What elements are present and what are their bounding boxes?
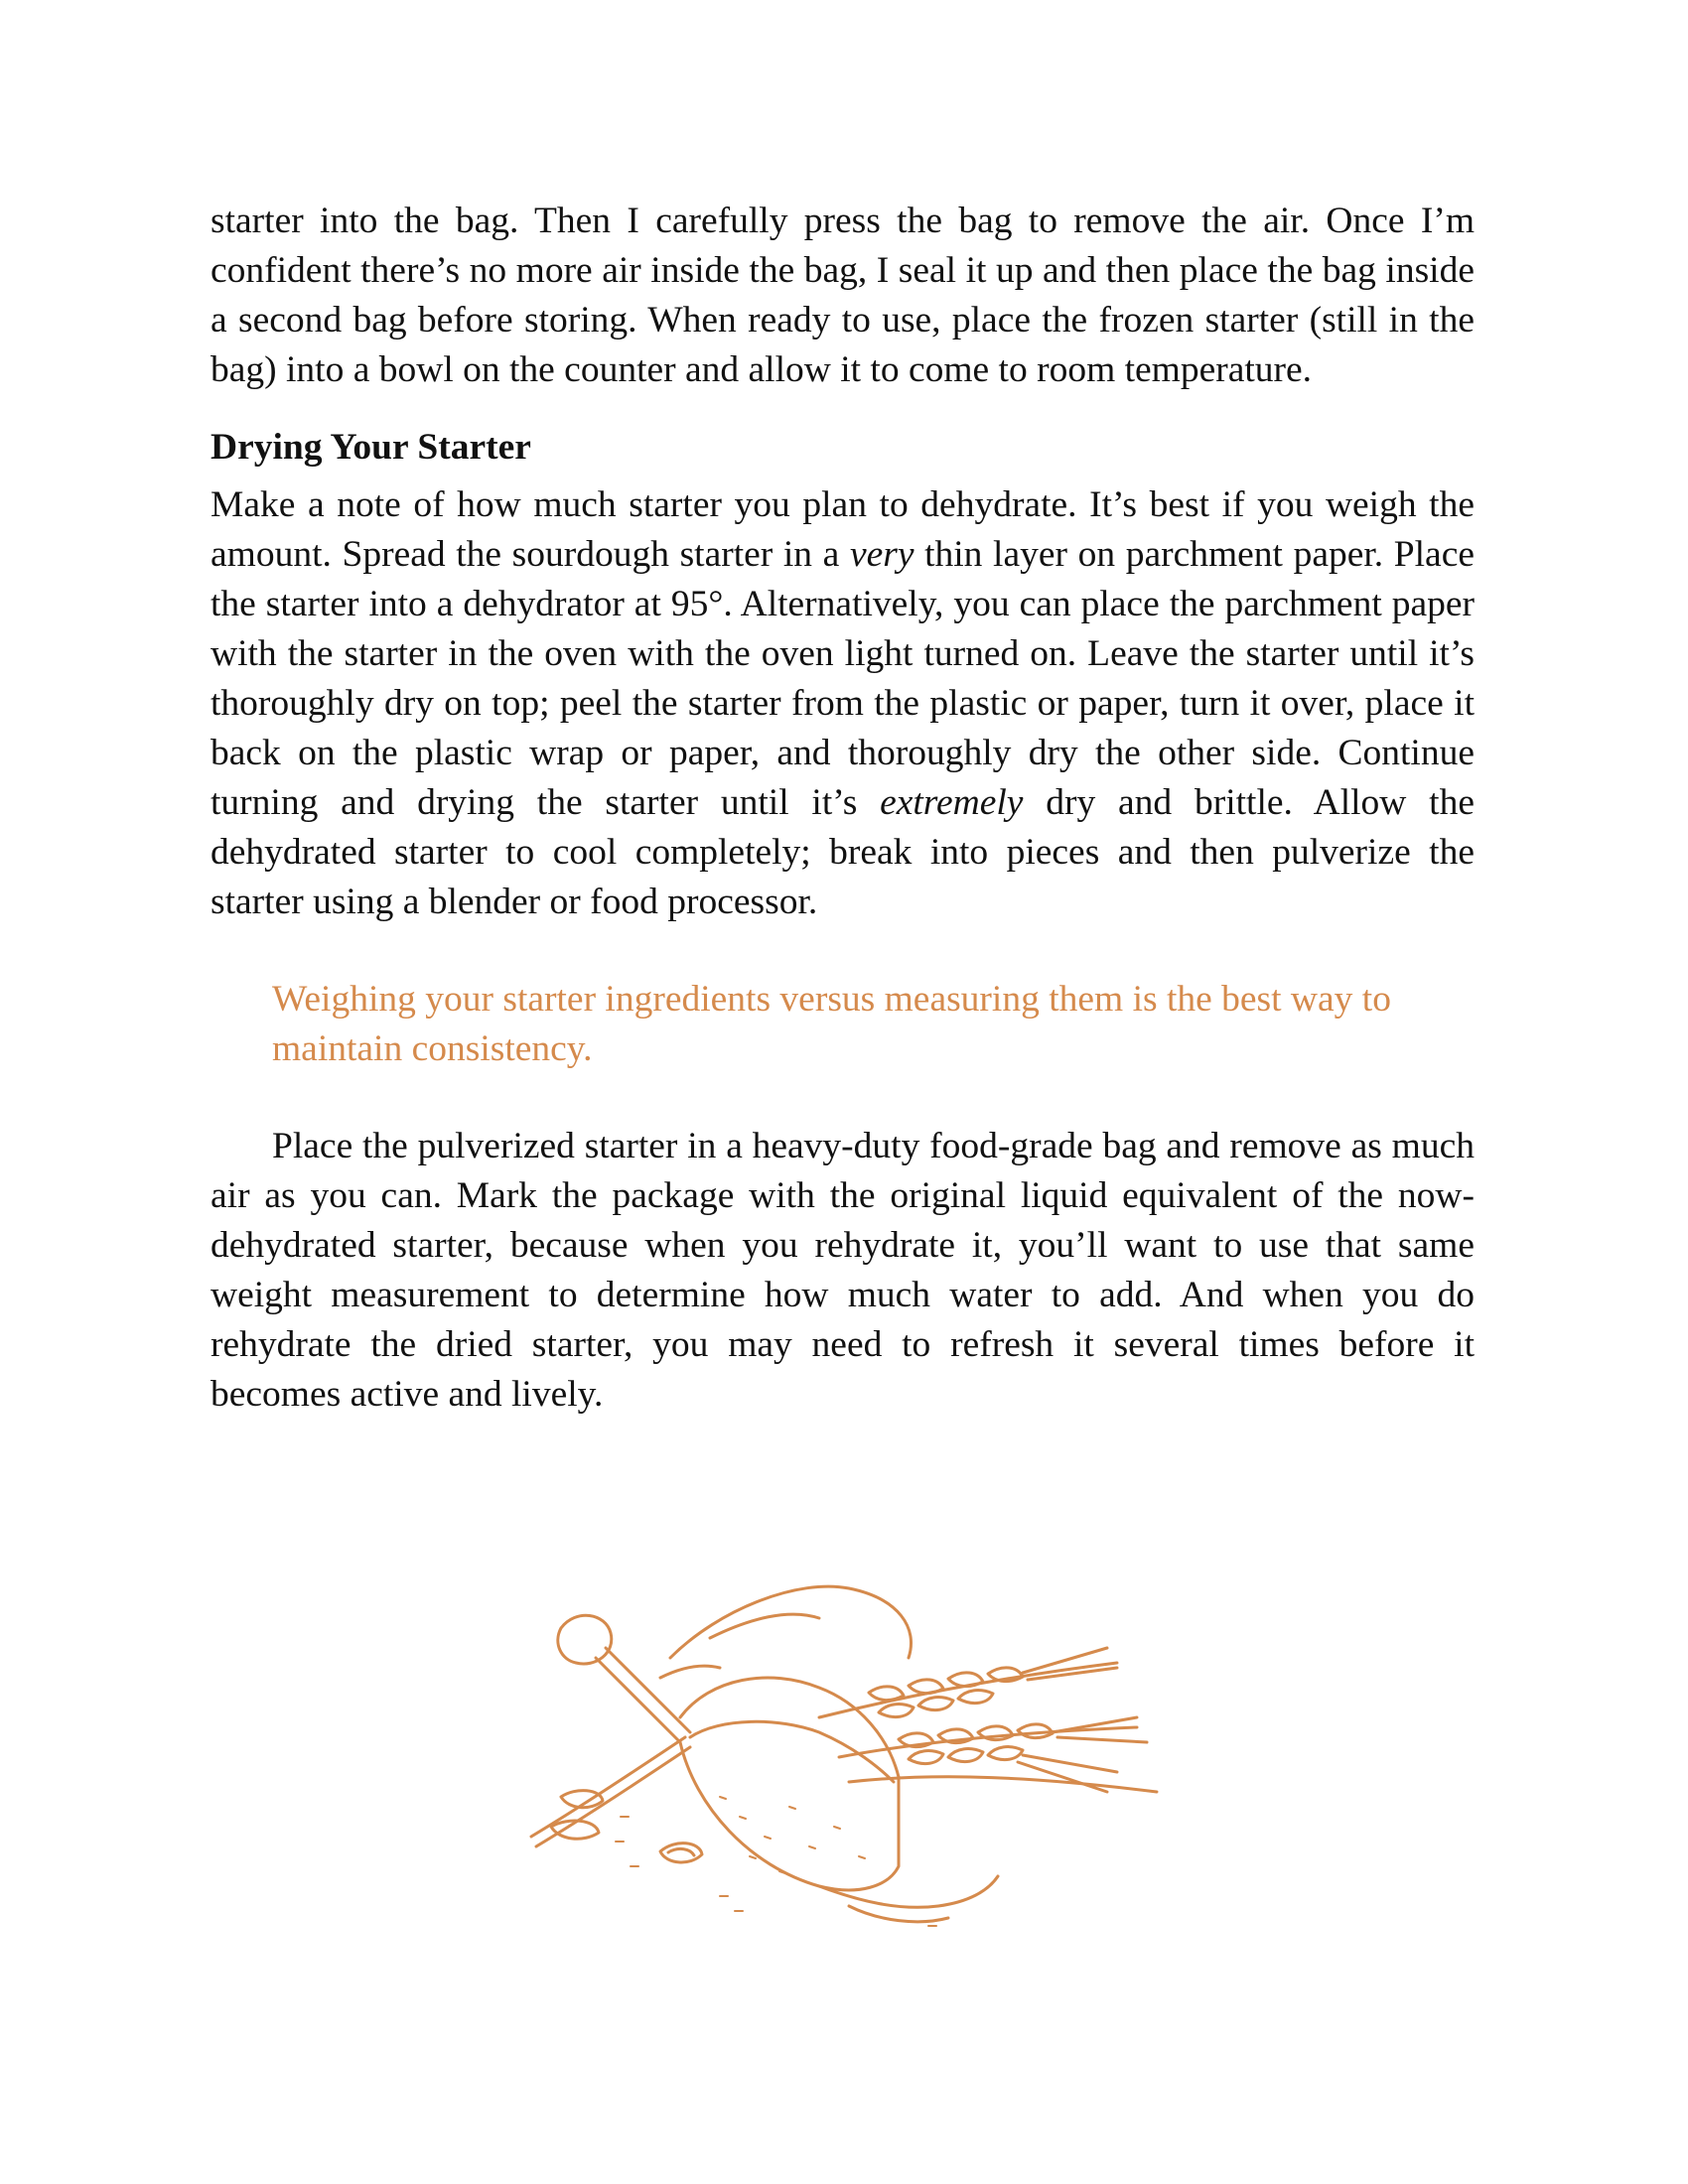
paragraph-2-text-2: thin layer on parchment paper. Place the starter into a dehydrator at 95°. Alternatively, you can place the parchment paper with the starter in the oven with the oven light turned on. Leave the starter until it’s thoroughly dry on top; peel the starter from the plastic or paper, turn it over, place it back on the plastic wrap or paper, and thoroughly dry the other side. Continue turning and drying the starter until it’s — [211, 534, 1475, 823]
section-heading: Drying Your Starter — [211, 427, 531, 468]
emphasis-extremely: extremely — [880, 782, 1024, 823]
pull-quote: Weighing your starter ingredients versus measuring them is the best way to maintain consistency. — [272, 979, 1391, 1069]
paragraph-2-text-1: Make a note of how much starter you plan to dehydrate. It’s best if you weigh the amount. Spread the sourdough starter in a — [211, 484, 1475, 575]
body-paragraph-1: starter into the bag. Then I carefully press the bag to remove the air. Once I’m confident there’s no more air inside the bag, I seal it up and then place the bag inside a second bag before storing. When ready to use, place the frozen starter (still in the bag) into a bowl on the counter and allow it to come to room temperature. — [211, 201, 1475, 390]
body-paragraph-3: Place the pulverized starter in a heavy-duty food-grade bag and remove as much air as you can. Mark the package with the original liquid equivalent of the now-dehydrated starter, because when you rehydrate it, you’ll want to use that same weight measurement to determine how much water to add. And when you do rehydrate the dried starter, you may need to refresh it several times before it becomes active and lively. — [211, 1126, 1475, 1415]
emphasis-very: very — [849, 534, 914, 575]
paragraph-2-text-3: dry and brittle. Allow the dehydrated starter to cool completely; break into pieces and then pulverize the starter using a blender or food processor. — [211, 782, 1475, 922]
flour-scoop-wheat-illustration — [521, 1569, 1167, 1946]
body-paragraph-2 — [211, 480, 1475, 927]
document-page — [211, 197, 1475, 1420]
flour-scoop-wheat-icon — [521, 1569, 1167, 1946]
